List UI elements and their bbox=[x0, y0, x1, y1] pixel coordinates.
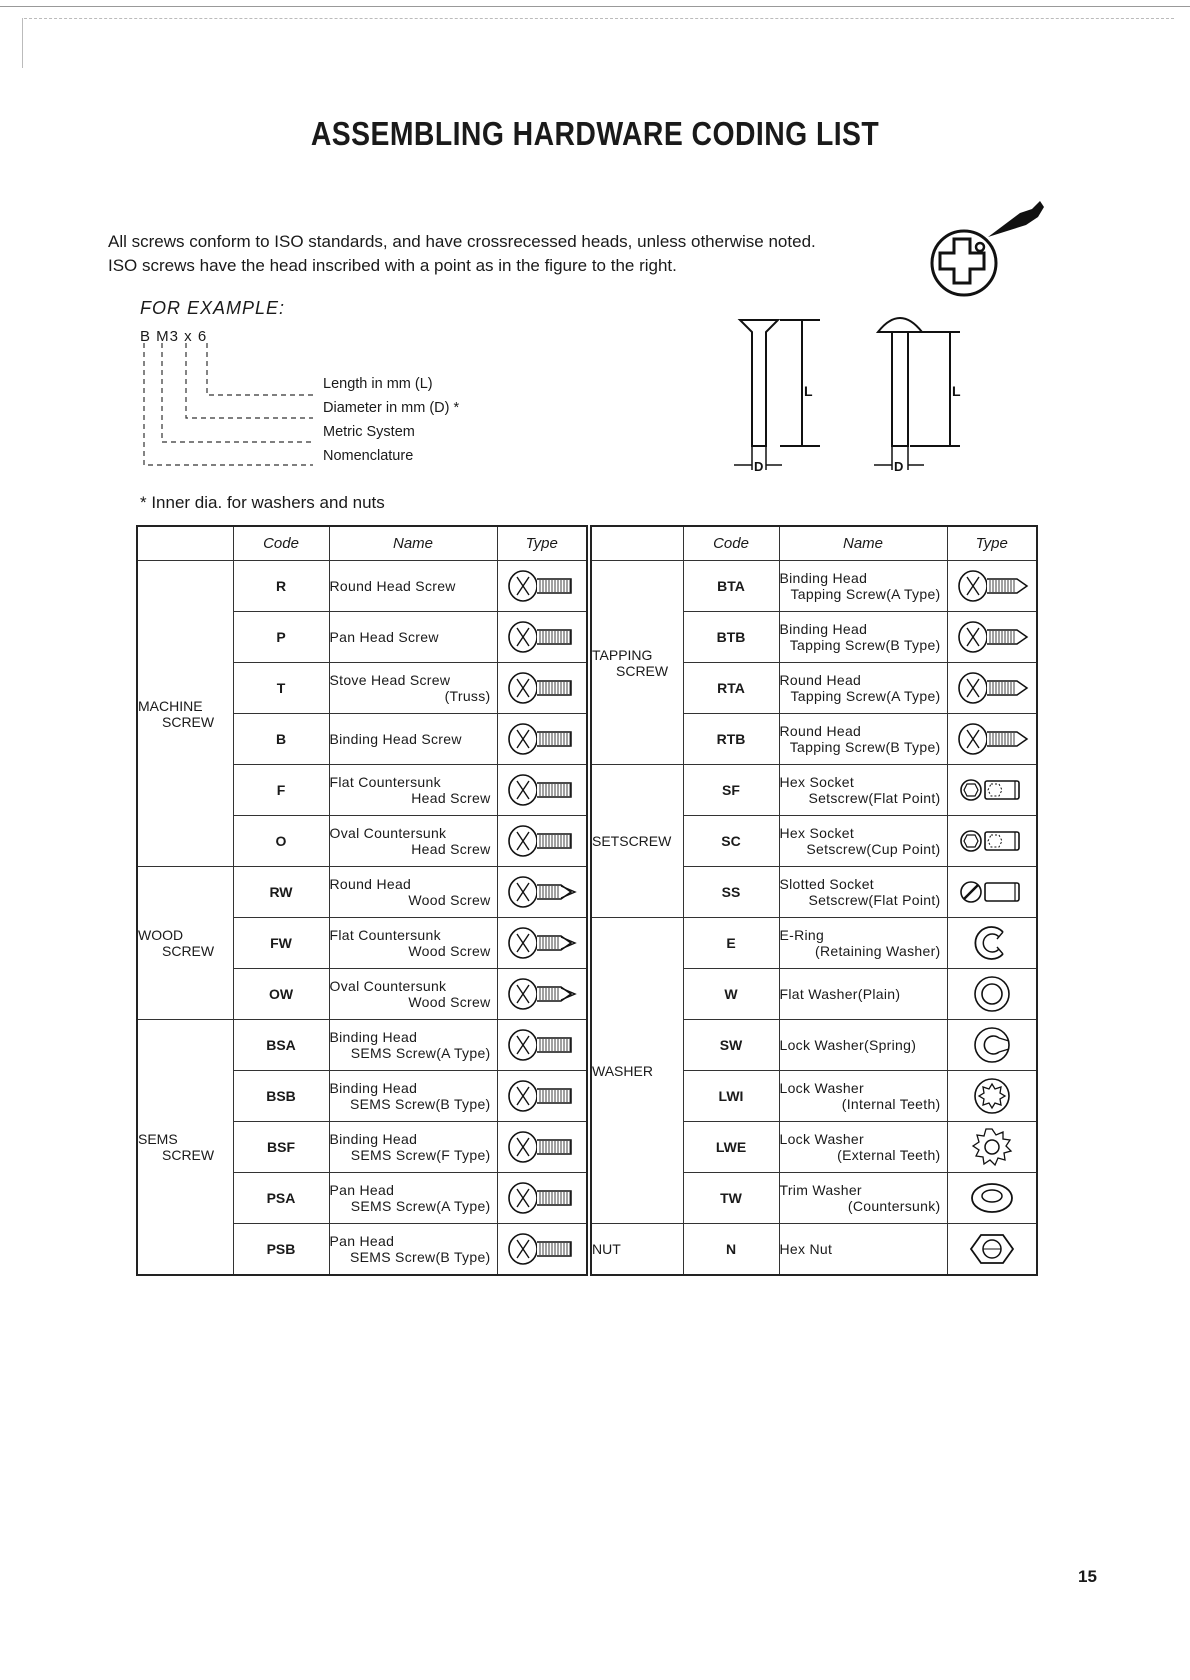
group-label-line-1: NUT bbox=[592, 1241, 621, 1257]
table-row bbox=[591, 1224, 1037, 1276]
right-group-label bbox=[591, 1224, 683, 1276]
group-label-line-1: WASHER bbox=[592, 1062, 653, 1079]
example-code: B M3 x 6 bbox=[140, 328, 208, 345]
name-line-2: (Internal Teeth) bbox=[841, 1096, 941, 1112]
name-line-2: Wood Screw bbox=[408, 994, 491, 1010]
name-cell bbox=[329, 969, 497, 1020]
type-cell bbox=[947, 918, 1037, 969]
name-cell bbox=[329, 765, 497, 816]
code-cell: P bbox=[233, 612, 329, 663]
name-line-1: E-Ring bbox=[779, 927, 825, 943]
name-line-1: Oval Countersunk bbox=[329, 825, 447, 841]
type-cell bbox=[497, 765, 587, 816]
name-cell bbox=[329, 612, 497, 663]
right-group-label bbox=[591, 561, 683, 765]
dim-label-L-1: L bbox=[804, 383, 813, 399]
name-line-2: (Truss) bbox=[444, 688, 491, 704]
spring-lock-washer-icon bbox=[948, 1025, 1037, 1065]
tapping-screw-icon bbox=[948, 668, 1037, 708]
code-cell: F bbox=[233, 765, 329, 816]
type-cell bbox=[497, 663, 587, 714]
table-row bbox=[591, 918, 1037, 969]
right-hardware-table bbox=[590, 525, 1038, 1276]
external-teeth-washer-icon bbox=[948, 1127, 1037, 1167]
group-label-line-2: SCREW bbox=[162, 943, 215, 959]
intro-text bbox=[108, 230, 816, 278]
name-line-2: (Countersunk) bbox=[847, 1198, 941, 1214]
oval-countersunk-wood-screw-icon bbox=[498, 974, 587, 1014]
left-hardware-table bbox=[136, 525, 588, 1276]
name-line-2: Setscrew(Flat Point) bbox=[808, 892, 941, 908]
name-line-2: Tapping Screw(B Type) bbox=[789, 637, 941, 653]
code-cell: RW bbox=[233, 867, 329, 918]
header-type: Type bbox=[947, 526, 1037, 561]
type-cell bbox=[947, 1071, 1037, 1122]
name-line-1: Flat Countersunk bbox=[329, 774, 441, 790]
name-line-1: Binding Head bbox=[329, 1080, 418, 1096]
header-type: Type bbox=[497, 526, 587, 561]
left-group-label bbox=[137, 561, 233, 867]
code-cell: R bbox=[233, 561, 329, 612]
name-cell bbox=[329, 714, 497, 765]
name-cell bbox=[779, 714, 947, 765]
name-line-2: Tapping Screw(B Type) bbox=[789, 739, 941, 755]
code-cell: SS bbox=[683, 867, 779, 918]
name-cell bbox=[779, 918, 947, 969]
code-cell: SC bbox=[683, 816, 779, 867]
example-nomenclature-line: Nomenclature bbox=[323, 448, 414, 464]
name-line-1: Flat Countersunk bbox=[329, 927, 441, 943]
left-group-label bbox=[137, 867, 233, 1020]
type-cell bbox=[947, 714, 1037, 765]
round-head-wood-screw-icon bbox=[498, 872, 587, 912]
sems-screw-icon bbox=[498, 1178, 587, 1218]
code-cell: B bbox=[233, 714, 329, 765]
name-line-2: (Retaining Washer) bbox=[815, 943, 941, 959]
name-line-2: SEMS Screw(A Type) bbox=[350, 1045, 491, 1061]
name-cell bbox=[779, 561, 947, 612]
right-group-label bbox=[591, 765, 683, 918]
name-cell bbox=[329, 1173, 497, 1224]
name-cell bbox=[779, 867, 947, 918]
name-line-1: Lock Washer bbox=[779, 1131, 864, 1147]
name-line-1: Round Head bbox=[329, 876, 412, 892]
left-group-label bbox=[137, 1020, 233, 1276]
example-section bbox=[108, 298, 608, 498]
internal-teeth-washer-icon bbox=[948, 1076, 1037, 1116]
name-line-1: Binding Head Screw bbox=[329, 731, 462, 747]
header-name: Name bbox=[779, 526, 947, 561]
name-line-1: Hex Socket bbox=[779, 825, 855, 841]
header-name: Name bbox=[329, 526, 497, 561]
name-line-1: Lock Washer(Spring) bbox=[779, 1037, 917, 1053]
intro-line-1: All screws conform to ISO standards, and have crossrecessed heads, unless otherwise noted. bbox=[108, 232, 816, 251]
name-line-1: Oval Countersunk bbox=[329, 978, 447, 994]
table-header-row bbox=[591, 526, 1037, 561]
group-label-line-2: SCREW bbox=[162, 1147, 215, 1163]
type-cell bbox=[497, 1071, 587, 1122]
type-cell bbox=[947, 612, 1037, 663]
code-cell: RTB bbox=[683, 714, 779, 765]
sems-screw-icon bbox=[498, 1127, 587, 1167]
name-cell bbox=[329, 1071, 497, 1122]
page-title: ASSEMBLING HARDWARE CODING LIST bbox=[310, 115, 880, 152]
group-label-line-1: SETSCREW bbox=[592, 833, 672, 849]
group-label-line-1: SEMS bbox=[138, 1131, 178, 1147]
dim-label-D-2: D bbox=[894, 459, 904, 474]
tapping-screw-icon bbox=[948, 617, 1037, 657]
hex-socket-setscrew-icon bbox=[948, 770, 1037, 810]
footnote: * Inner dia. for washers and nuts bbox=[140, 493, 385, 512]
type-cell bbox=[947, 1173, 1037, 1224]
page-number: 15 bbox=[1078, 1567, 1097, 1586]
type-cell bbox=[497, 714, 587, 765]
name-cell bbox=[329, 561, 497, 612]
code-cell: O bbox=[233, 816, 329, 867]
name-line-2: SEMS Screw(A Type) bbox=[350, 1198, 491, 1214]
code-cell: OW bbox=[233, 969, 329, 1020]
type-cell bbox=[497, 561, 587, 612]
group-label-line-2: SCREW bbox=[162, 713, 215, 730]
hex-nut-icon bbox=[948, 1229, 1037, 1269]
name-cell bbox=[779, 1020, 947, 1071]
slotted-setscrew-icon bbox=[948, 872, 1037, 912]
name-line-1: Lock Washer bbox=[779, 1080, 864, 1096]
name-cell bbox=[779, 612, 947, 663]
name-line-1: Round Head bbox=[779, 672, 862, 688]
sems-screw-icon bbox=[498, 1025, 587, 1065]
dim-label-L-2: L bbox=[952, 383, 961, 399]
pan-head-screw-icon bbox=[498, 617, 587, 657]
name-line-1: Slotted Socket bbox=[779, 876, 874, 892]
name-cell bbox=[329, 1224, 497, 1276]
header-code: Code bbox=[683, 526, 779, 561]
name-line-1: Trim Washer bbox=[779, 1182, 862, 1198]
name-line-2: Wood Screw bbox=[408, 892, 491, 908]
type-cell bbox=[497, 1173, 587, 1224]
flat-countersunk-screw-icon bbox=[498, 770, 587, 810]
name-line-1: Round Head Screw bbox=[329, 578, 456, 594]
name-line-1: Hex Nut bbox=[779, 1241, 833, 1257]
name-cell bbox=[779, 1071, 947, 1122]
name-line-2: (External Teeth) bbox=[837, 1147, 941, 1163]
dim-label-D-1: D bbox=[754, 459, 764, 474]
name-line-1: Hex Socket bbox=[779, 774, 855, 790]
type-cell bbox=[497, 816, 587, 867]
name-cell bbox=[779, 969, 947, 1020]
name-cell bbox=[329, 816, 497, 867]
example-metric-line: Metric System bbox=[323, 424, 415, 440]
type-cell bbox=[947, 561, 1037, 612]
group-label-line-1: TAPPING bbox=[592, 646, 653, 663]
table-header-row bbox=[137, 526, 587, 561]
type-cell bbox=[947, 867, 1037, 918]
type-cell bbox=[497, 1122, 587, 1173]
binding-head-screw-icon bbox=[498, 719, 587, 759]
name-line-1: Binding Head bbox=[779, 621, 868, 637]
name-line-1: Pan Head bbox=[329, 1182, 395, 1198]
flat-washer-icon bbox=[948, 974, 1037, 1014]
code-cell: T bbox=[233, 663, 329, 714]
group-label-line-2: SCREW bbox=[616, 662, 669, 679]
code-cell: BSF bbox=[233, 1122, 329, 1173]
table-row bbox=[137, 867, 587, 918]
code-cell: PSB bbox=[233, 1224, 329, 1276]
header-code: Code bbox=[233, 526, 329, 561]
name-cell bbox=[779, 816, 947, 867]
type-cell bbox=[497, 1224, 587, 1276]
code-cell: RTA bbox=[683, 663, 779, 714]
top-dashed-line bbox=[24, 18, 1174, 19]
name-line-2: Head Screw bbox=[411, 841, 491, 857]
sems-screw-icon bbox=[498, 1229, 587, 1269]
screw-dimension-diagram bbox=[720, 310, 961, 480]
name-cell bbox=[779, 1122, 947, 1173]
name-cell bbox=[329, 1122, 497, 1173]
name-line-2: Wood Screw bbox=[408, 943, 491, 959]
code-cell: FW bbox=[233, 918, 329, 969]
name-line-1: Pan Head bbox=[329, 1233, 395, 1249]
trim-washer-icon bbox=[948, 1178, 1037, 1218]
type-cell bbox=[947, 765, 1037, 816]
flat-countersunk-wood-screw-icon bbox=[498, 923, 587, 963]
type-cell bbox=[497, 612, 587, 663]
name-cell bbox=[329, 867, 497, 918]
table-row bbox=[137, 1020, 587, 1071]
group-label-line-1: MACHINE bbox=[138, 697, 203, 714]
name-line-2: SEMS Screw(B Type) bbox=[349, 1249, 491, 1265]
name-line-2: Tapping Screw(A Type) bbox=[790, 586, 941, 602]
code-cell: TW bbox=[683, 1173, 779, 1224]
example-diameter-line: Diameter in mm (D) * bbox=[323, 400, 460, 416]
type-cell bbox=[947, 1122, 1037, 1173]
type-cell bbox=[947, 1224, 1037, 1276]
stove-head-screw-icon bbox=[498, 668, 587, 708]
code-cell: BTB bbox=[683, 612, 779, 663]
name-line-2: Head Screw bbox=[411, 790, 491, 806]
type-cell bbox=[497, 969, 587, 1020]
name-cell bbox=[329, 918, 497, 969]
hex-socket-setscrew-icon bbox=[948, 821, 1037, 861]
name-cell bbox=[779, 663, 947, 714]
code-cell: SF bbox=[683, 765, 779, 816]
code-cell: BSA bbox=[233, 1020, 329, 1071]
name-line-1: Binding Head bbox=[329, 1131, 418, 1147]
code-cell: SW bbox=[683, 1020, 779, 1071]
header-blank bbox=[591, 526, 683, 561]
left-margin-mark bbox=[22, 18, 23, 68]
table-row bbox=[591, 765, 1037, 816]
name-line-1: Stove Head Screw bbox=[329, 672, 451, 688]
example-length-line: Length in mm (L) bbox=[323, 376, 433, 392]
e-ring-icon bbox=[948, 923, 1037, 963]
code-cell: PSA bbox=[233, 1173, 329, 1224]
type-cell bbox=[947, 663, 1037, 714]
name-cell bbox=[779, 1224, 947, 1276]
round-head-screw-icon bbox=[498, 566, 587, 606]
top-border-line bbox=[0, 6, 1190, 7]
name-line-2: SEMS Screw(F Type) bbox=[350, 1147, 491, 1163]
code-cell: BTA bbox=[683, 561, 779, 612]
table-row bbox=[137, 561, 587, 612]
name-cell bbox=[779, 1173, 947, 1224]
table-row bbox=[591, 561, 1037, 612]
name-cell bbox=[779, 765, 947, 816]
oval-countersunk-screw-icon bbox=[498, 821, 587, 861]
code-cell: W bbox=[683, 969, 779, 1020]
type-cell bbox=[497, 867, 587, 918]
name-line-1: Flat Washer(Plain) bbox=[779, 986, 901, 1002]
name-line-1: Binding Head bbox=[329, 1029, 418, 1045]
name-line-2: Setscrew(Flat Point) bbox=[808, 790, 941, 806]
name-line-2: SEMS Screw(B Type) bbox=[349, 1096, 491, 1112]
type-cell bbox=[947, 969, 1037, 1020]
type-cell bbox=[947, 816, 1037, 867]
name-line-1: Binding Head bbox=[779, 570, 868, 586]
type-cell bbox=[497, 918, 587, 969]
intro-line-2: ISO screws have the head inscribed with a point as in the figure to the right. bbox=[108, 256, 677, 275]
name-line-1: Pan Head Screw bbox=[329, 629, 439, 645]
code-cell: BSB bbox=[233, 1071, 329, 1122]
sems-screw-icon bbox=[498, 1076, 587, 1116]
tapping-screw-icon bbox=[948, 566, 1037, 606]
header-blank bbox=[137, 526, 233, 561]
name-line-2: Tapping Screw(A Type) bbox=[790, 688, 941, 704]
example-label: FOR EXAMPLE: bbox=[140, 298, 286, 318]
right-group-label bbox=[591, 918, 683, 1224]
tapping-screw-icon bbox=[948, 719, 1037, 759]
name-cell bbox=[329, 663, 497, 714]
name-cell bbox=[329, 1020, 497, 1071]
type-cell bbox=[947, 1020, 1037, 1071]
code-cell: N bbox=[683, 1224, 779, 1276]
code-cell: LWI bbox=[683, 1071, 779, 1122]
type-cell bbox=[497, 1020, 587, 1071]
name-line-1: Round Head bbox=[779, 723, 862, 739]
group-label-line-1: WOOD bbox=[138, 927, 184, 943]
code-cell: E bbox=[683, 918, 779, 969]
iso-cross-head-pointer-icon bbox=[928, 195, 1050, 305]
name-line-2: Setscrew(Cup Point) bbox=[806, 841, 941, 857]
code-cell: LWE bbox=[683, 1122, 779, 1173]
